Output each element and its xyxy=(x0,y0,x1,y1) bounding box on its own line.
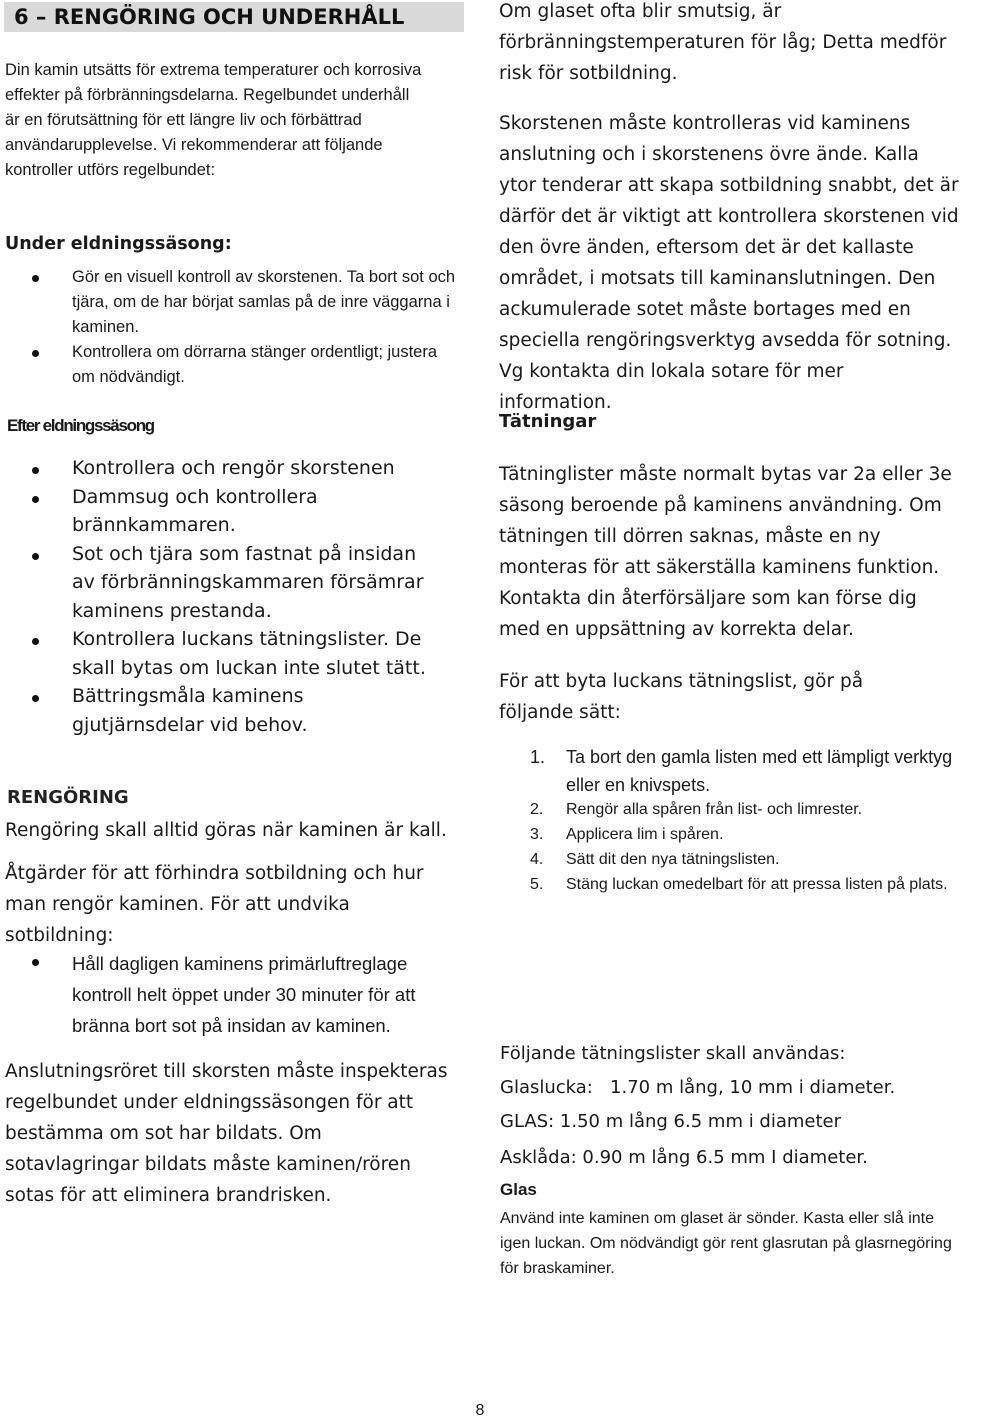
cleaning-note: Rengöring skall alltid göras när kaminen är kall. xyxy=(5,820,447,841)
after-season-list xyxy=(72,454,432,739)
seals-title: Tätningar xyxy=(499,411,597,432)
list-item: Kontrollera luckans tätningslister. De skall bytas om luckan inte slutet tätt. xyxy=(72,625,432,682)
intro-paragraph: Din kamin utsätts för extrema temperaturer och korrosiva effekter på förbränningsdelarna. Regelbundet underhåll är en förutsättning för ett längre liv och förbättrad användarupplevelse. Vi rekommenderar att följande kontroller utförs regelbundet: xyxy=(5,61,422,179)
step-number: 1. xyxy=(530,747,546,767)
step-text: Applicera lim i spåren. xyxy=(566,826,724,843)
step-item xyxy=(530,847,960,872)
seals-use-title: Följande tätningslister skall användas: xyxy=(500,1043,846,1064)
step-number: 5. xyxy=(530,876,544,893)
replace-intro: För att byta luckans tätningslist, gör på följande sätt: xyxy=(499,671,864,723)
step-number: 3. xyxy=(530,826,544,843)
list-item: Håll dagligen kaminens primärluftreglage kontroll helt öppet under 30 minuter för att bränna bort sot på insidan av kaminen. xyxy=(72,948,457,1041)
step-item xyxy=(530,822,960,847)
list-item: Sot och tjära som fastnat på insidan av förbränningskammaren försämrar kaminens prestanda. xyxy=(72,540,432,626)
list-item: Kontrollera om dörrarna stänger ordentligt; justera om nödvändigt. xyxy=(72,340,457,390)
step-text: Sätt dit den nya tätningslisten. xyxy=(566,851,780,868)
spec-asklada: Asklåda: 0.90 m lång 6.5 mm I diameter. xyxy=(500,1147,868,1168)
step-text: Stäng luckan omedelbart för att pressa listen på plats. xyxy=(566,876,948,893)
pipe-paragraph: Anslutningsröret till skorsten måste inspekteras regelbundet under eldningssäsongen för att bestämma om sot har bildats. Om sotavlagringar bildats måste kaminen/rören sotas för att eliminera brandrisken. xyxy=(5,1061,448,1206)
step-number: 4. xyxy=(530,851,544,868)
during-season-title: Under eldningssäsong: xyxy=(5,234,232,254)
during-season-list xyxy=(72,265,457,390)
chimney-paragraph: Skorstenen måste kontrolleras vid kaminens anslutning och i skorstenens övre ände. Kalla ytor tenderar att skapa sotbildning snabbt, det är därför det är viktigt att kontrollera skorstenen vid den övre änden, eftersom det är det kallaste området, i motsats till kaminanslutningen. Den ackumulerade sotet måste bortages med en speciella rengöringsverktyg avsedda för sotning. Vg kontakta din lokala sotare för mer information. xyxy=(499,113,959,413)
glass-dirty-paragraph: Om glaset ofta blir smutsig, är förbränningstemperaturen för låg; Detta medför risk för sotbildning. xyxy=(499,1,947,84)
page-number: 8 xyxy=(475,1402,485,1419)
cleaning-title: RENGÖRING xyxy=(7,787,129,808)
glass-paragraph: Använd inte kaminen om glaset är sönder. Kasta eller slå inte igen luckan. Om nödvändigt gör rent glasrutan på glasrnegöring för braskaminer. xyxy=(500,1210,952,1277)
step-number: 2. xyxy=(530,801,544,818)
step-item xyxy=(530,872,960,897)
section-heading: 6 – RENGÖRING OCH UNDERHÅLL xyxy=(4,2,464,32)
list-item: Kontrollera och rengör skorstenen xyxy=(72,454,432,483)
seals-paragraph: Tätninglister måste normalt bytas var 2a eller 3e säsong beroende på kaminens användning. Om tätningen till dörren saknas, måste en ny monteras för att säkerställa kaminens funktion. Kontakta din återförsäljare som kan förse dig med en uppsättning av korrekta delar. xyxy=(499,464,952,640)
spec-glas: GLAS: 1.50 m lång 6.5 mm i diameter xyxy=(500,1111,842,1132)
step-text: Rengör alla spåren från list- och limrester. xyxy=(566,801,863,818)
step-item xyxy=(530,743,960,799)
prevent-paragraph: Åtgärder för att förhindra sotbildning och hur man rengör kaminen. För att undvika sotbildning: xyxy=(5,863,424,946)
step-text: Ta bort den gamla listen med ett lämpligt verktyg eller en knivspets. xyxy=(566,747,953,795)
spec-glaslucka: Glaslucka: 1.70 m lång, 10 mm i diameter. xyxy=(500,1077,896,1098)
list-item: Gör en visuell kontroll av skorstenen. Ta bort sot och tjära, om de har börjat samlas på de inre väggarna i kaminen. xyxy=(72,265,457,340)
after-season-title: Efter eldningssäsong xyxy=(7,416,154,435)
step-item xyxy=(530,797,960,822)
glass-title: Glas xyxy=(500,1180,537,1199)
list-item: Bättringsmåla kaminens gjutjärnsdelar vid behov. xyxy=(72,682,432,739)
replace-steps xyxy=(530,743,960,897)
prevent-list xyxy=(72,948,457,1041)
list-item: Dammsug och kontrollera brännkammaren. xyxy=(72,483,432,540)
